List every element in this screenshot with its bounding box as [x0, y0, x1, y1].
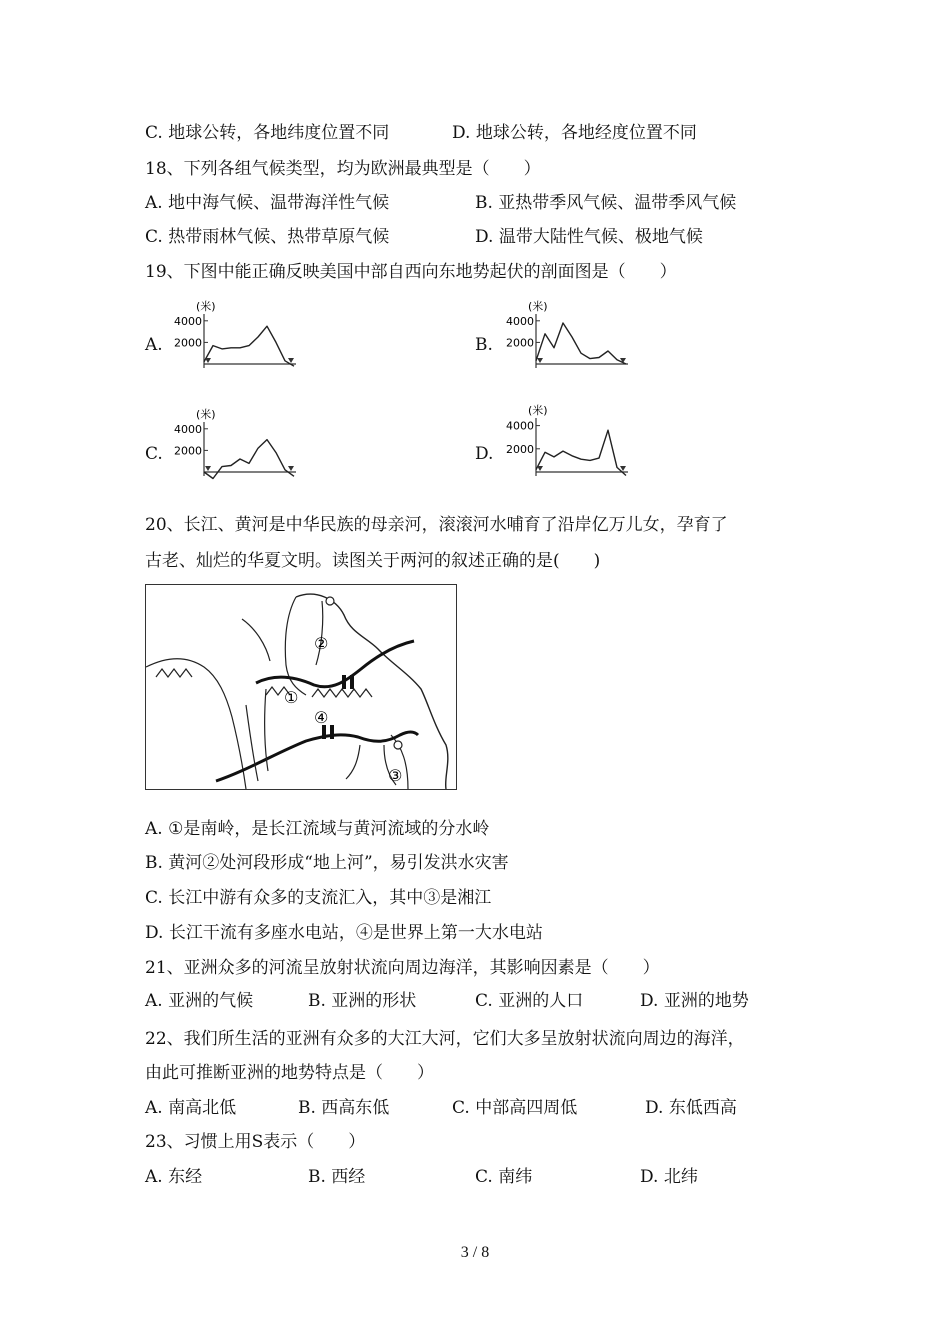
q17-option-c: C. 地球公转，各地纬度位置不同: [145, 123, 390, 143]
y-unit-label: (米): [196, 408, 216, 421]
y-tick-label: 2000: [174, 444, 202, 458]
q18-option-d: D. 温带大陆性气候、极地气候: [475, 227, 703, 247]
profile-line: [204, 440, 294, 479]
y-tick-label: 4000: [506, 314, 534, 328]
q19-chart-c: [168, 404, 300, 488]
q19-label-a: A.: [145, 335, 163, 355]
map-mark-1: ①: [284, 688, 299, 707]
profile-line: [204, 326, 294, 366]
tributary-2: [246, 705, 258, 781]
q21-option-a: A. 亚洲的气候: [145, 991, 254, 1011]
tributary-5: [242, 619, 270, 661]
west-marker: [537, 358, 543, 363]
q22-option-d: D. 东低西高: [645, 1098, 737, 1118]
east-marker: [288, 358, 294, 363]
q19-label-d: D.: [475, 444, 494, 464]
q18-stem: 18、下列各组气候类型，均为欧洲最典型是（ ）: [145, 159, 541, 179]
lake-east: [394, 741, 402, 749]
q21-option-d: D. 亚洲的地势: [640, 991, 749, 1011]
q20-option-b: B. 黄河②处河段形成“地上河”，易引发洪水灾害: [145, 853, 509, 873]
q20-option-c: C. 长江中游有众多的支流汇入，其中③是湘江: [145, 888, 492, 908]
y-tick-label: 4000: [174, 422, 202, 436]
q23-stem: 23、习惯上用S表示（ ）: [145, 1132, 366, 1152]
boundary-west: [146, 659, 246, 789]
y-unit-label: (米): [528, 404, 548, 417]
west-marker: [205, 358, 211, 363]
y-unit-label: (米): [196, 300, 216, 313]
q23-option-c: C. 南纬: [475, 1167, 533, 1187]
east-marker: [288, 466, 294, 471]
q22-stem-line2: 由此可推断亚洲的地势特点是（ ）: [145, 1063, 434, 1083]
map-mark-4: ④: [314, 708, 329, 727]
y-tick-label: 2000: [174, 336, 202, 350]
dam-3: [322, 725, 326, 739]
q19-chart-b: [500, 296, 632, 380]
profile-line: [536, 430, 626, 475]
y-tick-label: 4000: [174, 314, 202, 328]
dam-2: [350, 675, 354, 689]
q20-stem-line1: 20、长江、黄河是中华民族的母亲河，滚滚河水哺育了沿岸亿万儿女，孕育了: [145, 515, 728, 535]
q20-stem-line2: 古老、灿烂的华夏文明。读图关于两河的叙述正确的是( ): [145, 551, 601, 571]
coastline: [296, 594, 448, 789]
west-marker: [205, 466, 211, 471]
q19-label-c: C.: [145, 444, 163, 464]
q20-option-a: A. ①是南岭，是长江流域与黄河流域的分水岭: [145, 819, 490, 839]
yellow-river-bend: [316, 601, 323, 665]
q20-option-d: D. 长江干流有多座水电站，④是世界上第一大水电站: [145, 923, 543, 943]
tributary-3: [346, 745, 360, 779]
west-marker: [537, 466, 543, 471]
lake-north: [326, 597, 334, 605]
rivers-map: [145, 584, 457, 790]
yellow-river: [256, 641, 414, 687]
q19-chart-a: [168, 296, 300, 380]
y-tick-label: 4000: [506, 419, 534, 433]
q17-option-d: D. 地球公转，各地经度位置不同: [452, 123, 697, 143]
q22-option-a: A. 南高北低: [145, 1098, 237, 1118]
profile-line: [536, 323, 626, 364]
q19-stem: 19、下图中能正确反映美国中部自西向东地势起伏的剖面图是（ ）: [145, 262, 677, 282]
y-tick-label: 2000: [506, 442, 534, 456]
page-number: 3 / 8: [460, 1244, 490, 1261]
q21-option-c: C. 亚洲的人口: [475, 991, 584, 1011]
q21-stem: 21、亚洲众多的河流呈放射状流向周边海洋，其影响因素是（ ）: [145, 958, 660, 978]
q18-option-c: C. 热带雨林气候、热带草原气候: [145, 227, 390, 247]
q23-option-b: B. 西经: [308, 1167, 366, 1187]
q19-chart-d: [500, 400, 632, 488]
rivers-map-drawing: [146, 585, 456, 789]
dam-4: [330, 725, 334, 739]
q23-option-d: D. 北纬: [640, 1167, 698, 1187]
q22-option-c: C. 中部高四周低: [452, 1098, 578, 1118]
dam-1: [342, 675, 346, 689]
q22-stem-line1: 22、我们所生活的亚洲有众多的大江大河，它们大多呈放射状流向周边的海洋，: [145, 1029, 745, 1049]
q23-option-a: A. 东经: [145, 1167, 203, 1187]
y-tick-label: 2000: [506, 336, 534, 350]
map-mark-2: ②: [314, 634, 329, 653]
q21-option-b: B. 亚洲的形状: [308, 991, 417, 1011]
map-mark-3: ③: [388, 766, 403, 785]
q18-option-a: A. 地中海气候、温带海洋性气候: [145, 193, 390, 213]
mountains-west: [156, 669, 192, 677]
q18-option-b: B. 亚热带季风气候、温带季风气候: [475, 193, 737, 213]
mountains-qinling: [312, 689, 372, 697]
q22-option-b: B. 西高东低: [298, 1098, 390, 1118]
y-unit-label: (米): [528, 300, 548, 313]
q19-label-b: B.: [475, 335, 493, 355]
